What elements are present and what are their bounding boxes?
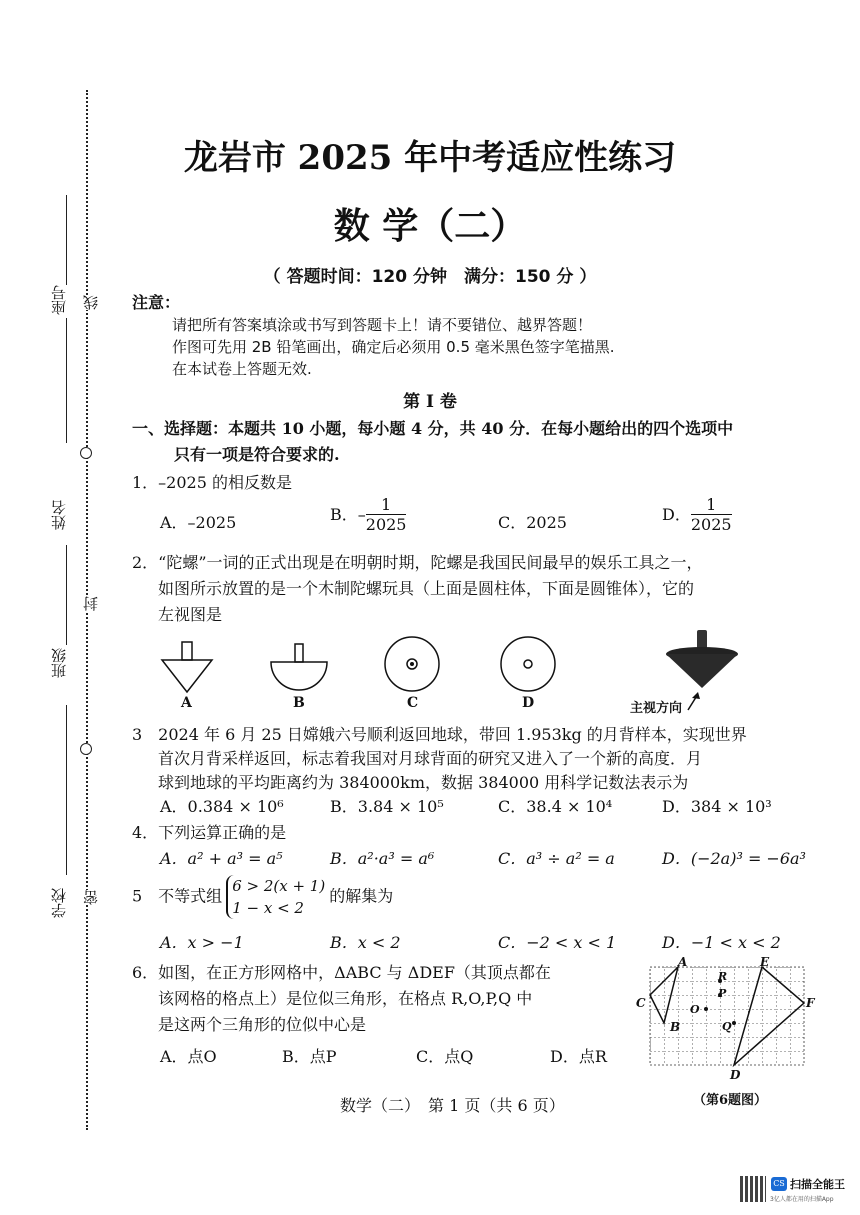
q2-line1: 2．“陀螺”一词的正式出现是在明朝时期，陀螺是我国民间最早的娱乐工具之一，	[132, 553, 703, 572]
q1-option-c: C．2025	[498, 513, 567, 532]
q6-line1: 6．如图，在正方形网格中，ΔABC 与 ΔDEF（其顶点都在	[132, 963, 551, 982]
q2-label-c: C	[407, 695, 419, 711]
qr-code-icon	[740, 1176, 766, 1202]
q5-system: 6 > 2(x + 1) 1 − x < 2	[226, 875, 325, 919]
q3-option-d: D．384 × 10³	[662, 797, 772, 816]
q2-label-d: D	[522, 695, 535, 711]
q2-label-a: A	[181, 695, 192, 711]
q6-point-d: D	[730, 1068, 741, 1082]
secret-label: 密	[82, 890, 100, 905]
q6-point-q: Q	[722, 1020, 732, 1033]
q3-option-a: A．0.384 × 10⁶	[160, 797, 284, 816]
seat-label: 座号	[50, 285, 68, 315]
q6-point-c: C	[636, 996, 646, 1010]
exam-title: 龙岩市 2025 年中考适应性练习	[183, 138, 677, 178]
name-blank	[66, 318, 67, 443]
volume-label: 第 I 卷	[403, 392, 457, 412]
q6-point-e: E	[760, 955, 770, 969]
notice-item-3: 在本试卷上答题无效.	[172, 360, 312, 378]
watermark-subtitle: 3亿人都在用的扫描App	[770, 1196, 834, 1203]
q6-option-b: B．点P	[282, 1047, 337, 1066]
binding-circle-2	[80, 743, 92, 755]
q5-option-c: C．−2 < x < 1	[498, 933, 617, 952]
notice-item-2: 作图可先用 2B 铅笔画出，确定后必须用 0.5 毫米黑色签字笔描黑.	[172, 338, 615, 356]
q2-label-b: B	[293, 695, 305, 711]
school-blank	[66, 705, 67, 875]
q4-option-d: D．(−2a)³ = −6a³	[662, 849, 806, 868]
name-label: 姓名	[50, 500, 68, 530]
q6-figure-caption: （第6题图）	[693, 1093, 768, 1108]
school-label: 学校	[50, 888, 68, 918]
camscanner-logo-icon: CS	[771, 1177, 787, 1191]
q4-option-c: C．a³ ÷ a² = a	[498, 849, 615, 868]
seal-label: 封	[82, 596, 100, 611]
q1-option-d: D． $\frac{1}{2025}$	[662, 495, 732, 534]
q6-point-a: A	[678, 955, 688, 969]
q1-stem: 1．–2025 的相反数是	[132, 473, 292, 492]
q5-option-b: B．x < 2	[330, 933, 401, 952]
q2-line2: 如图所示放置的是一个木制陀螺玩具（上面是圆柱体，下面是圆锥体），它的	[158, 579, 695, 598]
q3-line2: 首次月背采样返回，标志着我国对月球背面的研究又进入了一个新的高度．月	[158, 749, 703, 768]
class-label: 班级	[50, 648, 68, 678]
q1-option-b: B．– $\frac{1}{2025}$	[330, 495, 407, 534]
q6-point-f: F	[806, 996, 815, 1010]
class-blank	[66, 545, 67, 645]
q6-line2: 该网格的格点上）是位似三角形，在格点 R,O,P,Q 中	[158, 989, 533, 1008]
q6-point-p: P	[718, 987, 727, 1000]
section1-line1: 一、选择题：本题共 10 小题，每小题 4 分，共 40 分．在每小题给出的四个选项中	[132, 419, 734, 438]
q5-option-d: D．−1 < x < 2	[662, 933, 781, 952]
watermark-app-name: 扫描全能王	[790, 1178, 845, 1191]
q6-option-d: D．点R	[550, 1047, 607, 1066]
q2-line3: 左视图是	[158, 605, 223, 624]
q3-option-c: C．38.4 × 10⁴	[498, 797, 613, 816]
q6-point-o: O	[690, 1003, 700, 1016]
q6-point-r: R	[718, 970, 728, 983]
q6-option-a: A．点O	[160, 1047, 217, 1066]
q3-line3: 球到地球的平均距离约为 384000km，数据 384000 用科学记数法表示为	[158, 773, 689, 792]
exam-meta: （ 答题时间：120 分钟 满分：150 分 ）	[263, 267, 597, 287]
binding-circle-1	[80, 447, 92, 459]
q3-line1: 3 2024 年 6 月 25 日嫦娥六号顺利返回地球，带回 1.953kg 的月背样本，实现世界	[132, 725, 747, 744]
q1-option-a: A．–2025	[160, 513, 237, 532]
q4-option-b: B．a²·a³ = a⁶	[330, 849, 435, 868]
q2-shape-a	[162, 642, 212, 692]
q6-line3: 是这两个三角形的位似中心是	[158, 1015, 367, 1034]
q2-shape-d	[501, 637, 555, 691]
q5-option-a: A．x > −1	[160, 933, 244, 952]
q4-option-a: A．a² + a³ = a⁵	[160, 849, 283, 868]
q6-point-b: B	[670, 1020, 681, 1034]
q5-stem: 5 不等式组 6 > 2(x + 1) 1 − x < 2 的解集为	[132, 877, 394, 917]
q2-shape-b	[271, 644, 327, 690]
section1-line2: 只有一项是符合要求的.	[174, 445, 340, 464]
q3-option-b: B．3.84 × 10⁵	[330, 797, 444, 816]
page-footer: 数学（二） 第 1 页（共 6 页）	[340, 1096, 565, 1115]
q2-shape-c	[385, 637, 439, 691]
q4-stem: 4．下列运算正确的是	[132, 823, 287, 842]
q2-view-direction: 主视方向	[630, 701, 683, 716]
notice-label: 注意：	[132, 293, 181, 312]
line-label: 线	[82, 295, 100, 310]
subject-title: 数 学（二）	[333, 205, 527, 247]
q6-option-c: C．点Q	[416, 1047, 474, 1066]
notice-item-1: 请把所有答案填涂或书写到答题卡上！请不要错位、越界答题！	[172, 316, 593, 334]
